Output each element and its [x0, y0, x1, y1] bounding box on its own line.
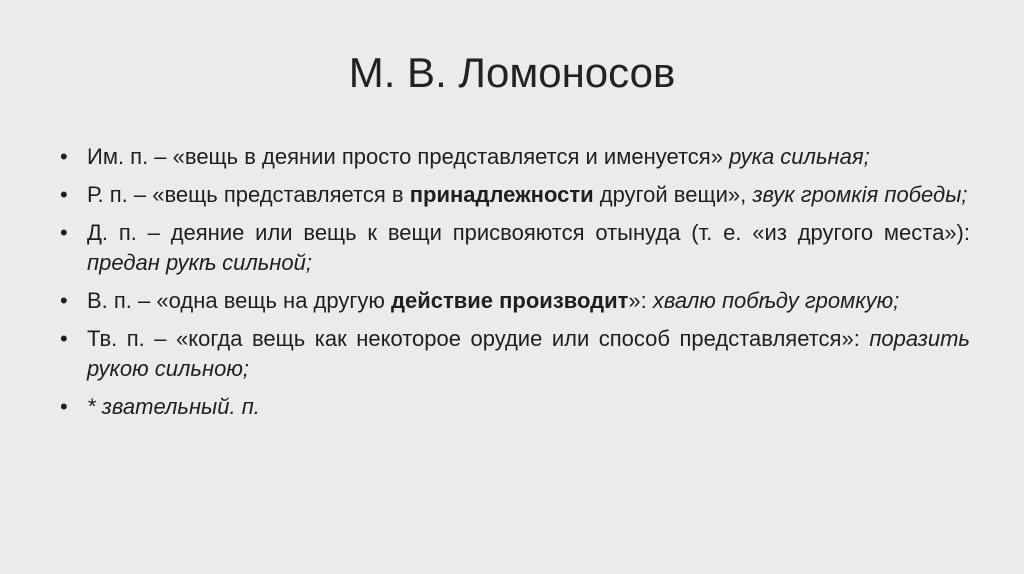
- example-text: звук громкiя победы;: [752, 182, 968, 207]
- text-run: Р. п. – «вещь представляется в: [87, 182, 410, 207]
- list-item: [60, 286, 970, 316]
- list-item: [60, 324, 970, 384]
- text-run: Тв. п. – «когда вещь как некоторое орудие или способ представляется»:: [87, 326, 870, 351]
- case-list: [60, 142, 970, 430]
- bullet-icon: •: [60, 288, 68, 313]
- list-item: [60, 218, 970, 278]
- text-run: Им. п. – «вещь в деянии просто представляется и именуется»: [87, 144, 730, 169]
- slide-title: М. В. Ломоносов: [348, 49, 676, 96]
- list-item: [60, 180, 970, 210]
- example-text: хвалю побѣду громкую;: [652, 288, 900, 313]
- bullet-icon: •: [60, 220, 68, 245]
- example-text: рука сильная;: [729, 144, 870, 169]
- text-run: »:: [628, 288, 653, 313]
- text-run: другой вещи»,: [593, 182, 753, 207]
- bullet-icon: •: [60, 144, 68, 169]
- emphasis-text: действие производит: [391, 288, 629, 313]
- bullet-icon: •: [60, 394, 68, 419]
- example-text: поразить рукою сильною;: [87, 326, 970, 381]
- example-text: * звательный. п.: [87, 394, 260, 419]
- text-run: В. п. – «одна вещь на другую: [87, 288, 392, 313]
- example-text: предан рукѣ сильной;: [87, 250, 312, 275]
- text-run: Д. п. – деяние или вещь к вещи присвояются отынуда (т. е. «из другого места»):: [87, 220, 970, 245]
- bullet-icon: •: [60, 182, 68, 207]
- emphasis-text: принадлежности: [409, 182, 594, 207]
- list-item: [60, 392, 970, 422]
- list-item: [60, 142, 970, 172]
- bullet-icon: •: [60, 326, 68, 351]
